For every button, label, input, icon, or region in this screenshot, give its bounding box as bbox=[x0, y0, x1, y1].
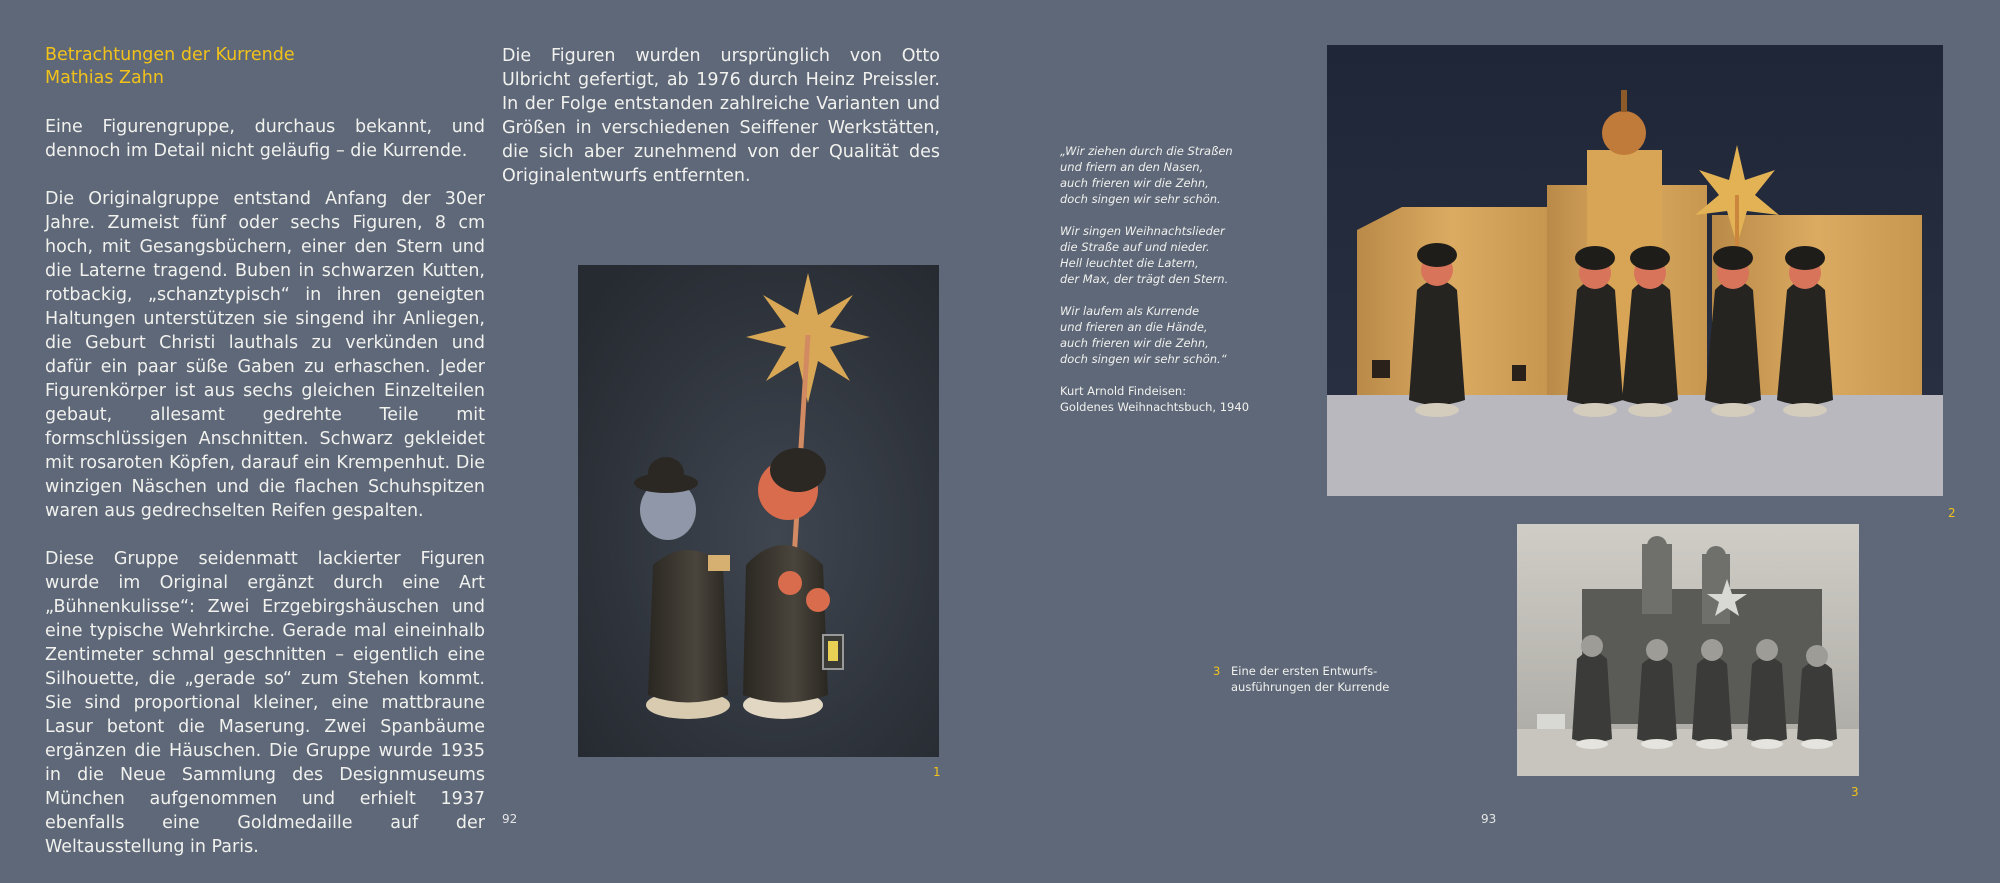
left-column-text bbox=[45, 115, 485, 883]
article-title: Betrachtungen der Kurrende bbox=[45, 45, 295, 65]
poem-source: Kurt Arnold Findeisen: Goldenes Weihnachtsbuch, 1940 bbox=[1060, 384, 1250, 414]
middle-column-text bbox=[502, 44, 940, 212]
figure-3-caption bbox=[1213, 663, 1411, 695]
page-number-left: 92 bbox=[502, 812, 518, 826]
poem-quote bbox=[1060, 143, 1290, 431]
caption-number: 3 bbox=[1213, 664, 1221, 678]
article-author: Mathias Zahn bbox=[45, 68, 164, 88]
figure-2-photo bbox=[1327, 45, 1943, 496]
paragraph-makers: Die Figuren wurden ursprünglich von Otto Ulbricht gefertigt, ab 1976 durch Heinz Preissler. In der Folge entstanden zahlreiche Varianten und Größen in verschiedenen Seiffener Werkstätten, die sich aber zunehmend von der Qualität des Originalentwurfs entfernten. bbox=[502, 46, 940, 186]
figure-1-number: 1 bbox=[933, 765, 941, 779]
poem-stanza-3: Wir laufem als Kurrende und frieren an die Hände, auch frieren wir die Zehn, doch singen wir sehr schön.“ bbox=[1060, 304, 1227, 366]
page-number-right: 93 bbox=[1481, 812, 1497, 826]
caption-text: Eine der ersten Entwurfs- ausführungen der Kurrende bbox=[1231, 664, 1390, 694]
article-heading bbox=[45, 44, 295, 90]
poem-stanza-1: „Wir ziehen durch die Straßen und friern an den Nasen, auch frieren wir die Zehn, doch singen wir sehr schön. bbox=[1060, 144, 1233, 206]
figure-2-number: 2 bbox=[1948, 506, 1956, 520]
figure-3-number: 3 bbox=[1851, 785, 1859, 799]
paragraph-original-group: Die Originalgruppe entstand Anfang der 30er Jahre. Zumeist fünf oder sechs Figuren, 8 cm hoch, mit Gesangsbüchern, einer den Stern und die Laterne tragend. Buben in schwarzen Kutten, rotbackig, „schanztypisch“ in ihren geneigten Haltungen unterstützen sie singend ihr Anliegen, die Geburt Christi lauthals zu verkünden und dafür ein paar süße Gaben zu erhaschen. Jeder Figurenkörper ist aus sechs gleichen Einzelteilen gebaut, allesamt gedrehte Teile mit formschlüssigen Anschnitten. Schwarz gekleidet mit rosaroten Köpfen, darauf ein Krempenhut. Die winzigen Näschen und die flachen Schuhspitzen waren aus gedrechselten Reifen gespalten. bbox=[45, 189, 485, 521]
paragraph-stage-scenery: Diese Gruppe seidenmatt lackierter Figuren wurde im Original ergänzt durch eine Art „Bühnenkulisse“: Zwei Erzgebirgshäuschen und eine typische Wehrkirche. Gerade mal eineinhalb Zentimeter schmal geschnitten – eigentlich eine Silhouette, die „gerade so“ zum Stehen kommt. Sie sind proportional kleiner, eine mattbraune Lasur betont die Maserung. Zwei Spanbäume ergänzen die Häuschen. Die Gruppe wurde 1935 in die Neue Sammlung des Designmuseums München aufgenommen und erhielt 1937 ebenfalls eine Goldmedaille auf der Weltausstellung in Paris. bbox=[45, 549, 485, 857]
figure-3-photo bbox=[1517, 524, 1859, 776]
figure-1-photo bbox=[578, 265, 939, 757]
paragraph-intro: Eine Figurengruppe, durchaus bekannt, und dennoch im Detail nicht geläufig – die Kurrende. bbox=[45, 117, 485, 161]
poem-stanza-2: Wir singen Weihnachtslieder die Straße auf und nieder. Hell leuchtet die Latern, der Max, der trägt den Stern. bbox=[1060, 224, 1229, 286]
